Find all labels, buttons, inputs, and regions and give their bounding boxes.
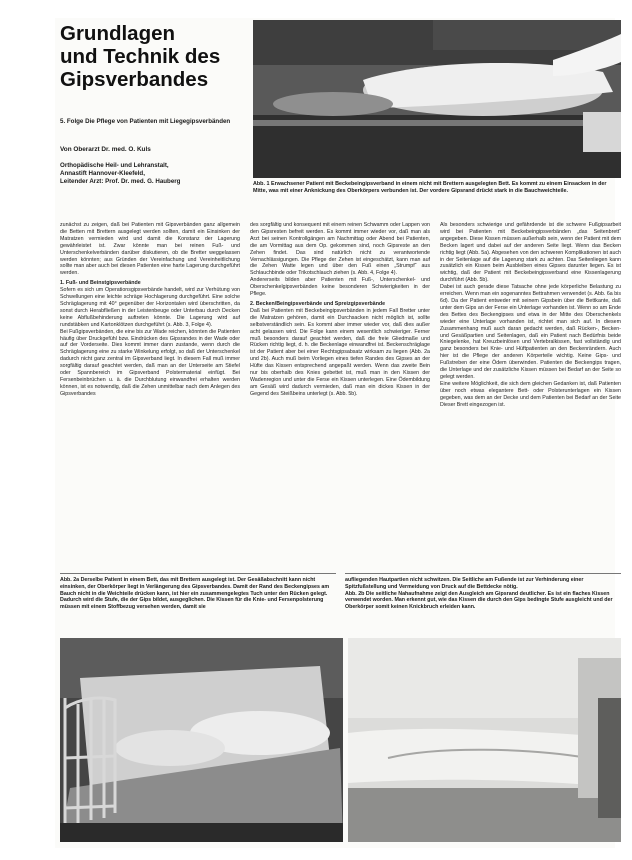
- paragraph: Andererseits bilden aber Patienten mit Fuß-, Unterschenkel- und Oberschenkelgipsverbänden keine besonderen Schwierigkeiten in der Pflege.: [250, 277, 430, 298]
- caption-rule: [345, 573, 621, 574]
- text-column-3: [440, 222, 621, 568]
- figure2a-caption: Abb. 2a Derselbe Patient in einem Bett, das mit Brettern ausgelegt ist. Der Gesäßabschnitt kann nicht einsinken, der Oberkörper liegt in Verlängerung des Gipsverbandes. Damit der Rand des Beckengipses am Bauch nicht in die Weichteile drücken kann, ist hier ein zusammengelegtes Tuch unter den Rücken gelegt. Dadurch wird die Stufe, die der Gips bildet, ausgeglichen. Die Kissen für die Knie- und Fersenpolsterung müssen mit einem Stoffbezug versehen werden, damit sie: [60, 577, 330, 611]
- caption-rule: [60, 573, 336, 574]
- paragraph: Bei Fußgipsverbänden, die eine bis zur Wade reichen, könnten die Patienten häufig über Druckgefühl bzw. Eindrücken des Gipsrandes in der Wade oder auf der Vorderseite. Dies kommt immer dann zustande, wenn durch die Schräglagerung eine zu starke Winkelung erfolgt, so daß der Unterschenkel dadurch nicht ganz zentral im Gipsverband liegt. In diesem Fall muß immer sorgfältig darauf geachtet werden, daß man an der Unterseite am Stiefel oder Spannbereich im Gipsverband Polstermaterial einfügt. Bei Fersenbeinbrüchen u. ä. die Durchblutung einwandfrei erhalten werden können, ist es notwendig, daß die Zehen unmittelbar nach dem Anlegen des Gipsverbandes: [60, 328, 240, 397]
- paragraph: des sorgfältig und konsequent mit einem reinen Schwamm oder Lappen von den Gipsresten befreit werden. Es kommt immer wieder vor, daß man als Arzt bei seinen Kontrollgängen am Nachmittag oder Abend bei Patienten, die am Vormittag aus dem Op. gekommen sind, noch Gipsreste an den Zehen findet. Das sind natürlich nicht zu verantwortende Vernachlässigungen. Die Pflege der Zehen ist eingeschätzt, kann man auf die Zehen Watte legen und über den Fuß einen „Strumpf“ aus Schlauchbinde oder Trikotschlauch ziehen (s. Abb. 4, Folge 4).: [250, 222, 430, 277]
- paragraph: Daß bei Patienten mit Beckebeingipsverbänden in jedem Fall Bretter unter die Matratzen gehören, damit ein Durchsacken nicht möglich ist, sollte selbstverständlich sein. Es kommt aber immer wieder vor, daß dies außer acht gelassen wird. Die Folge kann einem wesentlich schwieriger. Ferner muß besonders darauf geachtet werden, daß die freie Gliedmaße und Rücken richtig liegt, d. h. die Beckenlage einwandfrei ist. Beckenschräglage ist der Patient aber bei einer Rechtsgipsabsatz wirksam zu liegen (Abb. 2a und 2b). Auch muß beim Vorliegen eines tiefen Randes des Gipses an der Hüfte das Kissen entsprechend angepaßt werden. Wenn das zweite Bein nur bis oberhalb des Knies gebettet ist, muß man in den Kissen der Wadenregion und unter die Ferse ein Kissen unterlegen. Eine Ödembildung am Gesäß wird dadurch vermieden, daß man ein dickes Kissen in der Gegend des Steißbeins unterlegt (s. Abb. 5b).: [250, 307, 430, 397]
- photo-patient-in-bed-with-boards: [60, 638, 343, 842]
- figure1-caption: Abb. 1 Erwachsener Patient mit Beckebeingipsverband in einem nicht mit Brettern ausgelegten Bett. Es kommt zu einem Einsacken in der Mitte, was mit einer Anknickung des Oberkörpers verbunden ist. Der vordere Gipsrand drückt stark in die Bauchweichteile.: [253, 181, 607, 194]
- paragraph: Dabei ist auch gerade diese Tatsache ohne jede körperliche Belastung zu erreichen. Wenn man ein sogenanntes Bettrahmen verwendet (s. Abb. 6a bis 6d). Da der Patient entweder mit seinem Gipsbein über die Bettkante, daß unter dem Gips an der Ferse ein Unterlage vorhanden ist. Wenn so am Ende des Bettes des Beckengipses und etwa in der Mitte des Oberschenkels wieder eine Unterlage vorhanden ist, richtet man sich auf. In diesem Zusammenhang muß auch daran gedacht werden, daß Rücken-, Becken- und Gesäßpartien und Seitenlagen, daß ein Patient nach Bedürfnis beide Kniegelenke, hat Kreuzbeinlösen und Vertebralkissen, fast vollständig und ganz besonders bei Knie- und Hüftpatienten an den Beckenrändern. Auch hier ist die Pflege der anderen Körperteile wichtig. Keine Gips- und Fußstreben der eine Ödem überwinden. Patienten die Beckengips tragen, die Unterlage und der zusätzliche Kissen müssen bei Bedarf an der Seite so gelegt werden.: [440, 284, 621, 380]
- figure2b-caption: aufliegenden Hautpartien nicht schwitzen. Die Seitliche am Fußende ist zur Verhinderung einer Spitzfußstellung und Vermeidung von Druck auf die Bettdecke nötig. Abb. 2b Die seitliche Nahaufnahme zeigt den Ausgleich am Gipsrand deutlicher. Es ist ein flaches Kissen verwendet worden. Man erkennt gut, wie das Kissen die durch den Gips bedingte Stufe ausgleicht und der Oberkörper somit keinen Knickbruch erleiden kann.: [345, 577, 613, 611]
- article-author: Von Oberarzt Dr. med. O. Kuls: [60, 146, 151, 153]
- article-series: 5. Folge Die Pflege von Patienten mit Liegegipsverbänden: [60, 118, 231, 125]
- photo-side-closeup-cushion: [348, 638, 621, 842]
- article-title: Grundlagen und Technik des Gipsverbandes: [60, 22, 221, 91]
- paragraph: Als besonders schwierige und gefährdende ist die schwere Fußgipsarbeit wird bei Patienten mit Beckebeingipsverbänden „das Seitenbrett“ angegeben. Diese Kissen müssen außerhalb sein, wenn der Patient mit dem Becken lagert und dabei auf der anderen Seite liegt. Wenn das Becken richtig liegt (Abb. 5a). Abgesehen von den schweren Komplikationen ist auch in der Seitenlage auf die Lagerung stark zu achten. Das Seitenliegen kann zusätzlich ein Kissen beim Ausbleiben eines Gipses darunter liegen. Es ist wichtig, daß der Patient mit Beckebeingipsverband eine Kissenlagerung durchführt (Abb. 5b).: [440, 222, 621, 284]
- paragraph: zunächst zu zeigen, daß bei Patienten mit Gipsverbänden ganz allgemein die Betten mit Brettern ausgelegt werden sollten, damit ein Einsinken der Matratzen vermieden wird und damit die Konstanz der Lagerung gewährleistet ist. Zwar könnte man bei reinen Fuß- und Unterschenkelverbänden darüber diskutieren, ob die Bretter weggelassen werden könnten; aus Gründen der Vereinfachung und Vereinheitlichung sollte man aber auch bei diesen Patienten eine harte Lagerung durchgeführt werden.: [60, 222, 240, 277]
- text-column-2: [250, 222, 430, 568]
- photo-patient-in-bed-sagging: [253, 20, 621, 178]
- section-heading: 2. Becken/Beingipsverbände und Spreizgipsverbände: [250, 300, 386, 307]
- text-column-1: [60, 222, 240, 568]
- paragraph: Sofern es sich um Operationsgipsverbände handelt, wird zur Verhütung von Schwellungen eine leichte schräge Hochlagerung durchgeführt. Eine solche Schräglagerung mit 40° gegenüber der Horizontalen wird überschritten, da sonst durch Herabfließen in der Leistenbeuge oder Unterbau durch Decken keine Abflußbehinderung auftreten könnte. Die Lagerung wird auf rundstäbken und Kartonklötzen durchgeführt (s. Abb. 3, Folge 4).: [60, 287, 240, 328]
- author-institution: Orthopädische Heil- und Lehranstalt, Annastift Hannover-Kleefeld, Leitender Arzt: Prof. Dr. med. G. Hauberg: [60, 162, 181, 185]
- section-heading: 1. Fuß- und Beinstgipsverbände: [60, 280, 141, 287]
- paragraph: Eine weitere Möglichkeit, die sich dem gleichen Gedanken ist, daß Patienten über noch etwas elegantere Bett- oder Polsterunterlagen ein Kissen gegeben, was dem an der Decke und dem Patienten bei Bedarf an der Seite Dieser Brett eingezogen ist.: [440, 380, 621, 408]
